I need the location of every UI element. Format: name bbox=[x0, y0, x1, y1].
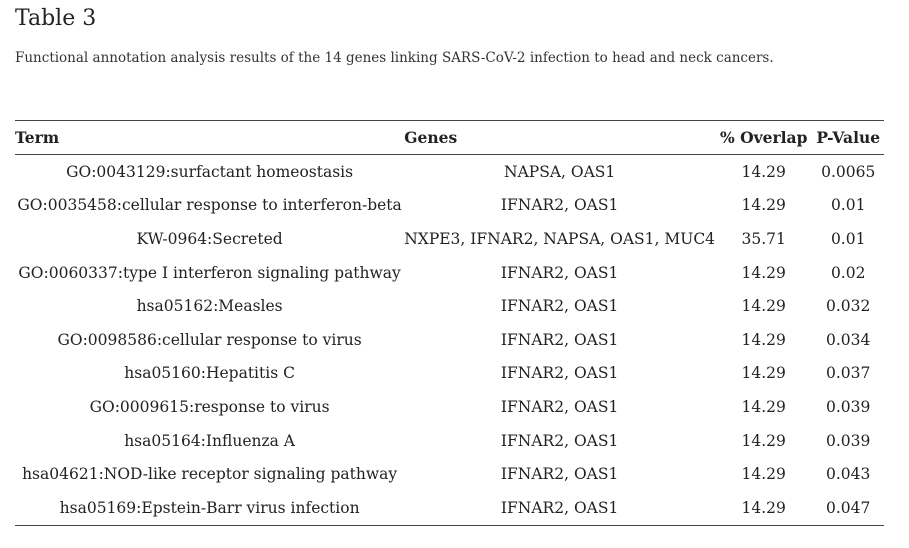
cell-genes: NXPE3, IFNAR2, NAPSA, OAS1, MUC4 bbox=[404, 229, 716, 248]
cell-overlap: 14.29 bbox=[741, 330, 786, 349]
header-overlap: % Overlap bbox=[720, 128, 808, 147]
cell-pvalue: 0.01 bbox=[830, 196, 866, 215]
table-row bbox=[15, 424, 884, 458]
cell-overlap: 14.29 bbox=[741, 196, 786, 215]
cell-term: GO:0043129:surfactant homeostasis bbox=[66, 162, 354, 181]
cell-pvalue: 0.043 bbox=[826, 465, 871, 484]
cell-overlap: 14.29 bbox=[741, 364, 786, 383]
header-genes: Genes bbox=[404, 128, 458, 147]
cell-term: GO:0009615:response to virus bbox=[89, 397, 330, 416]
cell-pvalue: 0.02 bbox=[830, 263, 866, 282]
cell-term: KW-0964:Secreted bbox=[136, 229, 283, 248]
cell-overlap: 14.29 bbox=[741, 263, 786, 282]
header-pvalue: P-Value bbox=[816, 128, 881, 147]
header-term: Term bbox=[15, 128, 60, 147]
cell-genes: IFNAR2, OAS1 bbox=[500, 297, 619, 316]
cell-genes: IFNAR2, OAS1 bbox=[500, 431, 619, 450]
header-row bbox=[15, 121, 884, 155]
table-row bbox=[15, 357, 884, 391]
table-row bbox=[15, 155, 884, 189]
table-row bbox=[15, 457, 884, 491]
cell-term: GO:0035458:cellular response to interferon-beta bbox=[17, 196, 402, 215]
cell-genes: IFNAR2, OAS1 bbox=[500, 465, 619, 484]
table-row bbox=[15, 289, 884, 323]
cell-term: hsa05164:Influenza A bbox=[124, 431, 296, 450]
table-caption: Functional annotation analysis results of the 14 genes linking SARS-CoV-2 infection to head and neck cancers. bbox=[15, 50, 774, 66]
cell-pvalue: 0.034 bbox=[826, 330, 871, 349]
cell-overlap: 14.29 bbox=[741, 162, 786, 181]
cell-genes: NAPSA, OAS1 bbox=[504, 162, 616, 181]
cell-pvalue: 0.01 bbox=[830, 229, 866, 248]
cell-genes: IFNAR2, OAS1 bbox=[500, 397, 619, 416]
cell-overlap: 14.29 bbox=[741, 431, 786, 450]
cell-genes: IFNAR2, OAS1 bbox=[500, 263, 619, 282]
table-row bbox=[15, 491, 884, 525]
cell-overlap: 14.29 bbox=[741, 498, 786, 517]
cell-term: GO:0060337:type I interferon signaling pathway bbox=[18, 263, 401, 282]
table-row bbox=[15, 222, 884, 256]
table-title: Table 3 bbox=[15, 6, 97, 31]
table-row bbox=[15, 189, 884, 223]
cell-genes: IFNAR2, OAS1 bbox=[500, 196, 619, 215]
cell-overlap: 14.29 bbox=[741, 465, 786, 484]
cell-pvalue: 0.0065 bbox=[821, 162, 876, 181]
cell-term: hsa04621:NOD-like receptor signaling pathway bbox=[22, 465, 398, 484]
cell-genes: IFNAR2, OAS1 bbox=[500, 498, 619, 517]
cell-term: hsa05160:Hepatitis C bbox=[124, 364, 295, 383]
cell-overlap: 35.71 bbox=[741, 229, 786, 248]
cell-genes: IFNAR2, OAS1 bbox=[500, 330, 619, 349]
table-row bbox=[15, 390, 884, 424]
cell-overlap: 14.29 bbox=[741, 397, 786, 416]
table-header bbox=[15, 121, 884, 155]
table-row bbox=[15, 256, 884, 290]
cell-pvalue: 0.039 bbox=[826, 397, 871, 416]
cell-term: GO:0098586:cellular response to virus bbox=[57, 330, 362, 349]
cell-genes: IFNAR2, OAS1 bbox=[500, 364, 619, 383]
table-body bbox=[15, 155, 884, 526]
cell-pvalue: 0.032 bbox=[826, 297, 871, 316]
cell-term: hsa05162:Measles bbox=[136, 297, 283, 316]
table-row bbox=[15, 323, 884, 357]
cell-pvalue: 0.039 bbox=[826, 431, 871, 450]
cell-overlap: 14.29 bbox=[741, 297, 786, 316]
cell-pvalue: 0.037 bbox=[826, 364, 871, 383]
cell-pvalue: 0.047 bbox=[826, 498, 871, 517]
annotation-table bbox=[15, 120, 884, 526]
cell-term: hsa05169:Epstein-Barr virus infection bbox=[59, 498, 360, 517]
